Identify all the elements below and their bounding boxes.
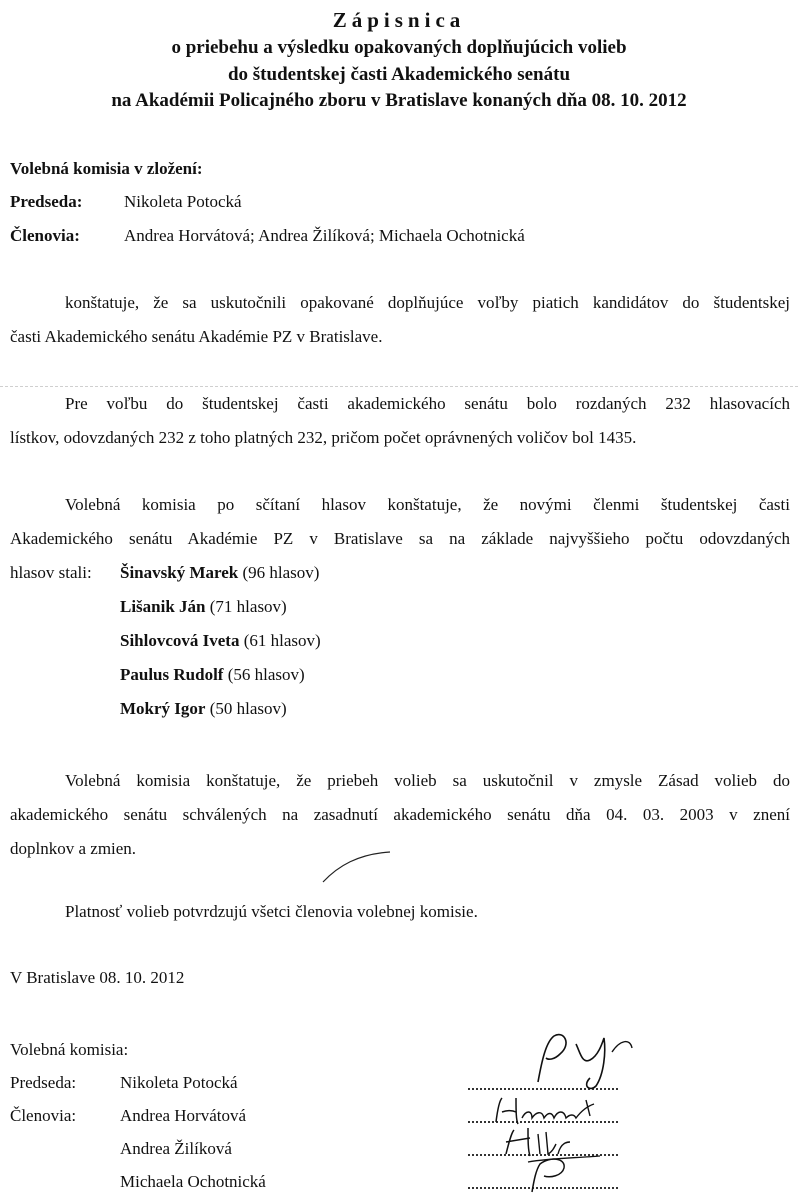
paragraph-3: [10, 488, 790, 556]
paragraph-3-line-1: Volebná komisia po sčítaní hlasov konštatuje, že novými členmi študentskej časti: [65, 495, 790, 514]
elected-item: [120, 597, 287, 617]
members-label: Členovia:: [10, 226, 80, 245]
commission-heading: Volebná komisia v zložení:: [10, 159, 203, 178]
paragraph-4: [10, 764, 790, 866]
title-line-4: na Akadémii Policajného zboru v Bratislave konaných dňa 08. 10. 2012: [111, 90, 687, 111]
paragraph-2-line-1: Pre voľbu do študentskej časti akademického senátu bolo rozdaných 232 hlasovacích: [65, 394, 790, 413]
pen-stroke-mark: [318, 846, 398, 886]
sig-member-2: Andrea Žilíková: [120, 1139, 232, 1158]
paragraph-2-line-2: lístkov, odovzdaných 232 z toho platných 232, pričom počet oprávnených voličov bol 1435.: [10, 428, 637, 447]
paragraph-2: [10, 387, 790, 455]
sig-chair-label: Predseda:: [10, 1073, 77, 1092]
paragraph-3-line-2: Akademického senátu Akadémie PZ v Bratislave sa na základe najvyššieho počtu odovzdaných: [10, 529, 790, 548]
elected-name: Lišanik Ján: [120, 597, 206, 616]
document-title: Zápisnica: [332, 8, 466, 32]
paragraph-1-line-2: časti Akademického senátu Akadémie PZ v Bratislave.: [10, 327, 383, 346]
elected-item: [120, 631, 321, 651]
paragraph-4-line-3: doplnkov a zmien.: [10, 839, 137, 858]
members-names: Andrea Horvátová; Andrea Žilíková; Michaela Ochotnická: [124, 226, 525, 245]
elected-name: Paulus Rudolf: [120, 665, 224, 684]
elected-name: Sihlovcová Iveta: [120, 631, 240, 650]
signature-member-3: [520, 1152, 610, 1196]
paragraph-4-line-1: Volebná komisia konštatuje, že priebeh volieb sa uskutočnil v zmysle Zásad volieb do: [65, 771, 790, 790]
elected-votes: (50 hlasov): [209, 699, 287, 718]
paragraph-1-line-1: konštatuje, že sa uskutočnili opakované doplňujúce voľby piatich kandidátov do študentskej: [65, 293, 790, 312]
elected-prefix: hlasov stali:: [10, 563, 92, 582]
sig-chair-name: Nikoleta Potocká: [120, 1073, 238, 1092]
chair-name: Nikoleta Potocká: [124, 192, 242, 211]
elected-votes: (56 hlasov): [227, 665, 305, 684]
elected-item: [120, 563, 319, 583]
elected-item: [120, 699, 287, 719]
signature-heading: Volebná komisia:: [10, 1040, 129, 1059]
elected-name: Šinavský Marek: [120, 563, 239, 582]
elected-name: Mokrý Igor: [120, 699, 206, 718]
elected-item: [120, 665, 305, 685]
title-line-3: do študentskej časti Akademického senátu: [227, 64, 571, 85]
elected-votes: (71 hlasov): [209, 597, 287, 616]
signature-chair: [520, 1030, 650, 1090]
sig-member-1: Andrea Horvátová: [120, 1106, 247, 1125]
elected-votes: (96 hlasov): [242, 563, 320, 582]
paragraph-4-line-2: akademického senátu schválených na zasadnutí akademického senátu dňa 04. 03. 2003 v znení: [10, 805, 790, 824]
chair-label: Predseda:: [10, 192, 83, 211]
title-line-2: o priebehu a výsledku opakovaných doplňujúcich volieb: [171, 37, 627, 58]
paragraph-5: Platnosť volieb potvrdzujú všetci členovia volebnej komisie.: [65, 902, 478, 921]
paragraph-1: [10, 286, 790, 354]
elected-votes: (61 hlasov): [243, 631, 321, 650]
place-date: V Bratislave 08. 10. 2012: [10, 968, 185, 987]
sig-members-label: Členovia:: [10, 1106, 77, 1125]
sig-member-3: Michaela Ochotnická: [120, 1172, 266, 1191]
